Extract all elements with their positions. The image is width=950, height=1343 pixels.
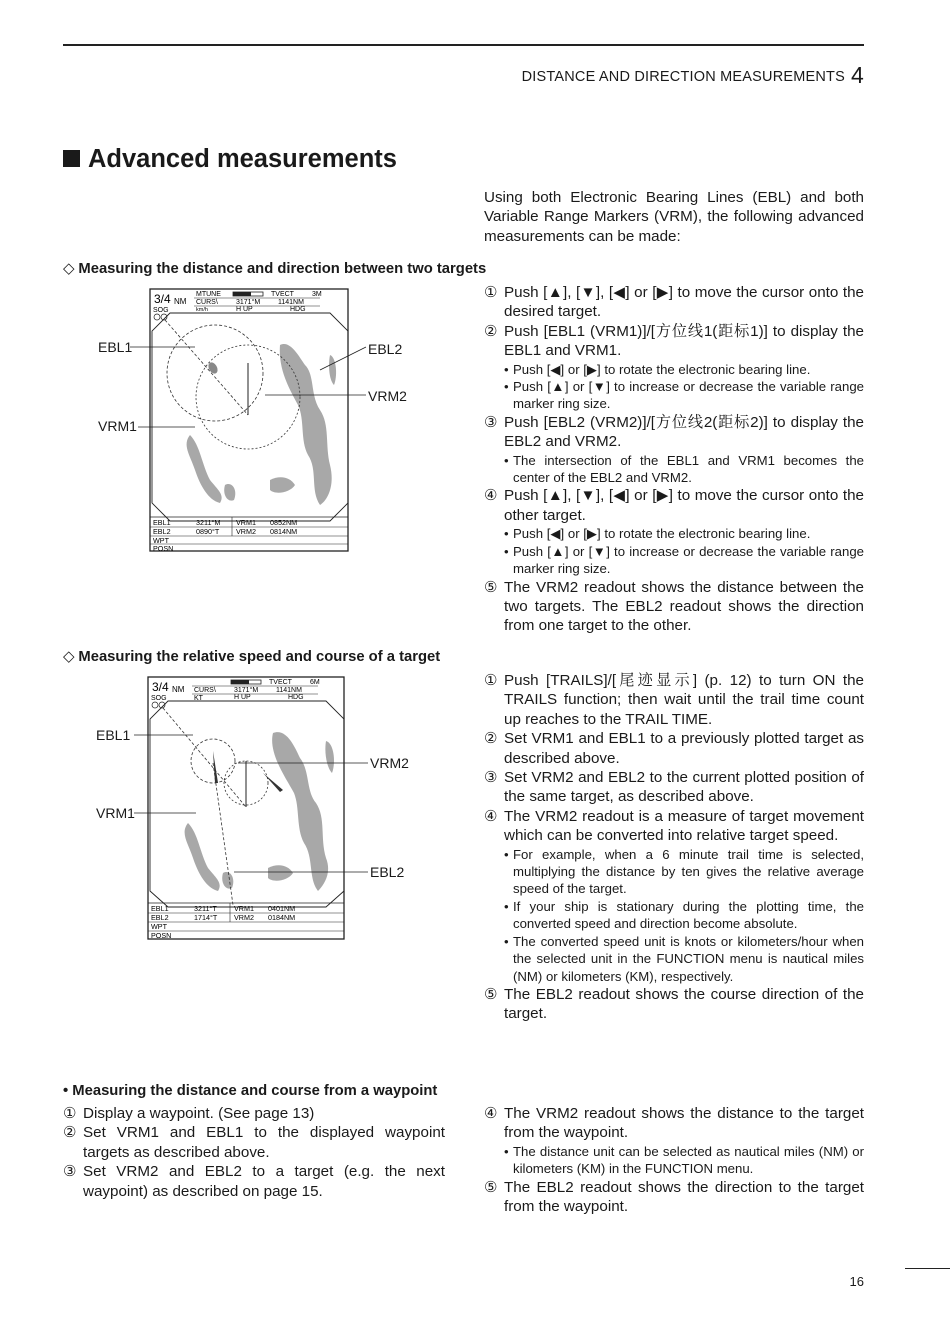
- bullet-text: If your ship is stationary during the plotting time, the converted speed and direction become absolute.: [513, 898, 864, 932]
- step-text: Push [▲], [▼], [◀] or [▶] to move the cursor onto the other target.: [504, 487, 864, 524]
- step-bullet: [484, 846, 864, 898]
- sog-text: SOG: [153, 307, 169, 314]
- step-text: Set VRM1 and EBL1 to the displayed waypoint targets as described above.: [83, 1124, 445, 1161]
- unit-text: NM: [174, 297, 187, 306]
- tvect-text: TVECT: [269, 679, 292, 686]
- step-item: [484, 1178, 864, 1217]
- step-item: [484, 578, 864, 636]
- bullet-icon: •: [504, 933, 509, 949]
- step-text: Set VRM2 and EBL2 to the current plotted position of the same target, as described above.: [504, 769, 864, 806]
- step-bullet: [484, 361, 864, 378]
- intro-paragraph: Using both Electronic Bearing Lines (EBL) and both Variable Range Markers (VRM), the following advanced measurements can be made:: [484, 189, 864, 245]
- curs-dist-text: 1141NM: [278, 299, 304, 306]
- bullet-text: Push [◀] or [▶] to rotate the electronic bearing line.: [513, 526, 811, 542]
- curs-text: CURS\: [194, 687, 216, 694]
- bullet-text: The intersection of the EBL1 and VRM1 becomes the center of the EBL2 and VRM2.: [513, 452, 864, 486]
- steps-waypoint-left: [63, 1104, 445, 1201]
- ebl2-readout-value: 1714°T: [194, 913, 218, 922]
- vrm2-readout-label: VRM2: [234, 913, 254, 922]
- step-text: The VRM2 readout shows the distance between the two targets. The EBL2 readout shows the direction from one target to the other.: [504, 578, 864, 635]
- bullet-icon: •: [504, 898, 509, 914]
- step-item: [63, 1162, 445, 1201]
- chapter-number: 4: [851, 62, 864, 88]
- subheading-two-targets: [63, 260, 486, 277]
- bullet-icon: •: [504, 543, 509, 559]
- step-number: ②: [484, 730, 498, 748]
- step-text: The EBL2 readout shows the direction to the target from the waypoint.: [504, 1178, 864, 1216]
- bullet-text: The distance unit can be selected as nautical miles (NM) or kilometers (KM) in the FUNCTION menu.: [513, 1143, 864, 1177]
- diamond-icon: ◇: [63, 261, 75, 277]
- ebl2-readout-value: 0890°T: [196, 527, 220, 536]
- vrm1-readout-value: 0852NM: [270, 518, 298, 527]
- step-number: ④: [484, 807, 498, 825]
- radar-figure-2: [128, 673, 370, 943]
- bullet-icon: •: [504, 361, 509, 377]
- bullet-icon: •: [504, 1143, 509, 1159]
- page-number: 16: [849, 1274, 864, 1289]
- step-text: Push [EBL2 (VRM2)]/[方位线2(距标2)] to display the EBL2 and VRM2.: [504, 413, 864, 451]
- bullet-text: Push [▲] or [▼] to increase or decrease the variable range marker ring size.: [513, 543, 864, 577]
- bullet-icon: •: [504, 379, 509, 395]
- subheading-relative-speed: [63, 648, 440, 665]
- fig1-label-ebl2: EBL2: [368, 341, 403, 357]
- kmh-text: km/h: [196, 307, 208, 313]
- hup-text: H UP: [234, 694, 251, 701]
- step-item: [484, 807, 864, 846]
- step-number: ②: [484, 322, 498, 340]
- vrm2-readout-value: 0184NM: [268, 913, 296, 922]
- header-rule: [63, 44, 864, 46]
- posn-readout-label: POSN: [153, 544, 174, 553]
- curs-dist-text: 1141NM: [276, 687, 302, 694]
- bullet-text: The converted speed unit is knots or kilometers/hour when the selected unit in the FUNCTION menu is nautical miles (NM) or kilometers (KM), respectively.: [513, 933, 864, 984]
- bullet-icon: •: [504, 526, 509, 542]
- step-text: Display a waypoint. (See page 13): [83, 1105, 315, 1122]
- step-number: ③: [484, 769, 498, 787]
- step-number: ③: [484, 413, 498, 431]
- step-item: [484, 671, 864, 729]
- vrm2-readout-label: VRM2: [236, 527, 256, 536]
- curs-val-text: 3171°M: [234, 687, 259, 694]
- step-bullet: [484, 933, 864, 985]
- square-bullet-icon: [63, 150, 80, 167]
- range-text: 3/4: [154, 292, 171, 306]
- step-item: [484, 1104, 864, 1143]
- step-bullet: [484, 452, 864, 487]
- step-bullet: [484, 898, 864, 933]
- vrm1-readout-value: 0401NM: [268, 904, 296, 913]
- running-header: [522, 62, 864, 89]
- kt-text: KT: [194, 695, 203, 702]
- fig2-label-ebl1: EBL1: [96, 727, 131, 743]
- bullet-icon: •: [504, 846, 509, 862]
- step-bullet: [484, 543, 864, 578]
- step-text: The VRM2 readout shows the distance to the target from the waypoint.: [504, 1105, 864, 1142]
- steps-relative-speed: [484, 671, 864, 1024]
- curs-text: CURS\: [196, 299, 218, 306]
- wpt-readout-label: WPT: [151, 922, 167, 931]
- step-number: ⑤: [484, 1178, 498, 1196]
- step-item: [484, 486, 864, 525]
- step-item: [484, 768, 864, 807]
- step-number: ①: [484, 672, 498, 689]
- step-item: [484, 985, 864, 1024]
- hdg-text: HDG: [290, 306, 306, 313]
- sog-text: SOG: [151, 695, 167, 702]
- step-number: ④: [484, 1105, 498, 1122]
- step-text: Push [TRAILS]/[尾迹显示] (p. 12) to turn ON the TRAILS function; then wait until the trail time count up reaches to the TRAIL TIME.: [504, 672, 864, 728]
- step-item: [484, 729, 864, 768]
- bullet-text: For example, when a 6 minute trail time is selected, multiplying the distance by ten gives the relative average speed of the target.: [513, 846, 864, 897]
- footer-rule: [905, 1268, 950, 1269]
- step-bullet: [484, 378, 864, 413]
- step-number: ⑤: [484, 985, 498, 1003]
- curs-val-text: 3171°M: [236, 299, 261, 306]
- step-number: ①: [63, 1105, 77, 1122]
- step-text: The VRM2 readout is a measure of target movement which can be converted into relative target speed.: [504, 807, 864, 845]
- bullet-icon: •: [504, 452, 509, 468]
- section-title: [63, 145, 397, 174]
- vrm1-readout-label: VRM1: [234, 904, 254, 913]
- fig1-label-ebl1: EBL1: [98, 339, 133, 355]
- fig1-label-vrm2: VRM2: [368, 388, 407, 404]
- ebl1-readout-label: EBL1: [151, 904, 169, 913]
- mtune-text: MTUNE: [196, 291, 221, 298]
- step-item: [484, 283, 864, 322]
- step-text: The EBL2 readout shows the course direction of the target.: [504, 985, 864, 1023]
- tvect-text: TVECT: [271, 291, 294, 298]
- ebl2-readout-label: EBL2: [151, 913, 169, 922]
- step-bullet: [484, 1143, 864, 1178]
- ebl1-readout-label: EBL1: [153, 518, 171, 527]
- step-item: [63, 1123, 445, 1162]
- step-number: ⑤: [484, 578, 498, 596]
- subheading-text: Measuring the relative speed and course of a target: [78, 649, 441, 665]
- ebl2-readout-label: EBL2: [153, 527, 171, 536]
- running-title: DISTANCE AND DIRECTION MEASUREMENTS: [521, 69, 845, 85]
- steps-two-targets: [484, 283, 864, 636]
- fig2-label-ebl2: EBL2: [370, 864, 405, 880]
- step-text: Push [EBL1 (VRM1)]/[方位线1(距标1)] to display the EBL1 and VRM1.: [504, 322, 864, 360]
- ebl1-readout-value: 3211°M: [196, 518, 221, 527]
- step-item: [484, 413, 864, 452]
- diamond-icon: ◇: [63, 649, 75, 665]
- step-number: ③: [63, 1163, 77, 1181]
- step-number: ①: [484, 284, 498, 301]
- step-bullet: [484, 525, 864, 542]
- step-item: [63, 1104, 445, 1123]
- bullet-text: Push [◀] or [▶] to rotate the electronic bearing line.: [513, 361, 811, 377]
- vrm1-readout-label: VRM1: [236, 518, 256, 527]
- section-title-text: Advanced measurements: [88, 145, 397, 173]
- subheading-text: Measuring the distance and direction between two targets: [78, 261, 487, 277]
- fig2-label-vrm2: VRM2: [370, 755, 409, 771]
- vrm2-readout-value: 0814NM: [270, 527, 298, 536]
- range-text: 3/4: [152, 680, 169, 694]
- ebl1-readout-value: 3211°T: [194, 904, 217, 913]
- step-item: [484, 322, 864, 361]
- unit-text: NM: [172, 685, 185, 694]
- hdg-text: HDG: [288, 694, 304, 701]
- step-number: ②: [63, 1124, 77, 1142]
- fig2-label-vrm1: VRM1: [96, 805, 135, 821]
- step-text: Set VRM2 and EBL2 to a target (e.g. the next waypoint) as described on page 15.: [83, 1163, 445, 1200]
- steps-waypoint-right: [484, 1104, 864, 1216]
- step-number: ④: [484, 487, 498, 505]
- wpt-readout-label: WPT: [153, 536, 169, 545]
- bullet-text: Push [▲] or [▼] to increase or decrease the variable range marker ring size.: [513, 379, 864, 412]
- tune-bar-fill: [233, 292, 251, 296]
- fig1-label-vrm1: VRM1: [98, 418, 137, 434]
- posn-readout-label: POSN: [151, 931, 172, 940]
- radar-figure-1: [130, 285, 370, 555]
- hup-text: H UP: [236, 306, 253, 313]
- tvect-val-text: 3M: [312, 291, 322, 298]
- tvect-val-text: 6M: [310, 679, 320, 686]
- step-text: Push [▲], [▼], [◀] or [▶] to move the cursor onto the desired target.: [504, 284, 864, 321]
- step-text: Set VRM1 and EBL1 to a previously plotted target as described above.: [504, 730, 864, 767]
- subheading-waypoint: • Measuring the distance and course from a waypoint: [63, 1083, 438, 1099]
